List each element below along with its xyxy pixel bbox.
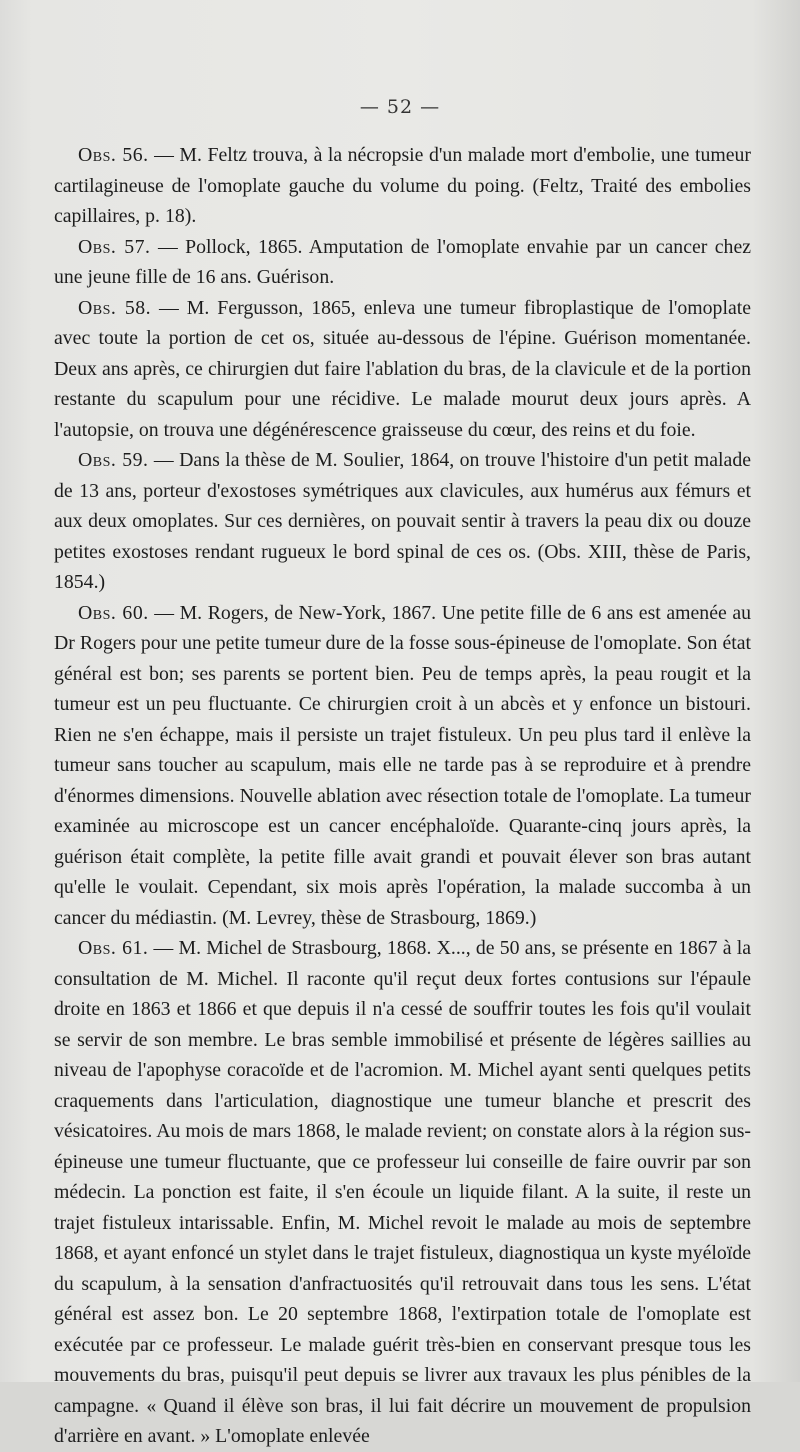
observation-57 <box>54 232 751 293</box>
observation-60 <box>54 598 751 934</box>
observation-label: Obs. 58. <box>78 296 152 319</box>
observation-59 <box>54 445 751 598</box>
observation-label: Obs. 60. <box>78 601 149 624</box>
observation-label: Obs. 57. <box>78 235 151 258</box>
observation-text: — Dans la thèse de M. Soulier, 1864, on trouve l'histoire d'un petit malade de 13 ans, porteur d'exostoses symétriques aux clavicules, aux humérus aux fémurs et aux deux omoplates. Sur ces dernières, on pouvait sentir à travers la peau dix ou douze petites exostoses rendant rugueux le bord spinal de ces os. (Obs. XIII, thèse de Paris, 1854.) <box>54 449 751 593</box>
observation-label: Obs. 61. <box>78 937 149 959</box>
observation-text: — M. Rogers, de New-York, 1867. Une petite fille de 6 ans est amenée au Dr Rogers pour une petite tumeur dure de la fosse sous-épineuse de l'omoplate. Son état général est bon; ses parents se portent bien. Peu de temps après, la peau rougit et la tumeur est un peu fluctuante. Ce chirurgien croit à un abcès et y enfonce un bistouri. Rien ne s'en échappe, mais il persiste un trajet fistuleux. Un peu plus tard il enlève la tumeur sans toucher au scapulum, mais elle ne tarde pas à se reproduire et à prendre d'énormes dimensions. Nouvelle ablation avec résection totale de l'omoplate. La tumeur examinée au microscope est un cancer encéphaloïde. Quarante-cinq jours après, la guérison était complète, la petite fille avait grandi et pouvait élever son bras autant qu'elle le voulait. Cependant, six mois après l'opération, la malade succomba à un cancer du médiastin. (M. Levrey, thèse de Strasbourg, 1869.) <box>54 601 751 929</box>
body-text <box>54 140 751 1452</box>
observation-label: Obs. 56. <box>78 144 149 166</box>
page-number: — 52 — <box>359 96 441 118</box>
observation-58 <box>54 293 751 446</box>
observation-text: — M. Michel de Strasbourg, 1868. X..., de 50 ans, se présente en 1867 à la consultation de M. Michel. Il raconte qu'il reçut deux fortes contusions sur l'épaule droite en 1863 et 1866 et que depuis il n'a cessé de souffrir toutes les fois qu'il voulait se servir de son membre. Le bras semble immobilisé et présente de légères saillies au niveau de l'apophyse coracoïde et de l'acromion. M. Michel ayant senti quelques petits craquements dans l'articulation, diagnostique une tumeur blanche et prescrit des vésicatoires. Au mois de mars 1868, le malade revient; on constate alors à la région sus-épineuse une tumeur fluctuante, que ce professeur lui conseille de faire ouvrir par son médecin. La ponction est faite, il s'en écoule un liquide filant. A la suite, il reste un trajet fistuleux intarissable. Enfin, M. Michel revoit le malade au mois de septembre 1868, et ayant enfoncé un stylet dans le trajet fistuleux, diagnostiqua un kyste myéloïde du scapulum, à la sensation d'anfractuosités qu'il retrouvait dans tous les sens. L'état général est assez bon. Le 20 septembre 1868, l'extirpation totale de l'omoplate est exécutée par ce professeur. Le malade guérit très-bien en conservant presque tous les mouvements du bras, puisqu'il peut depuis se livrer aux travaux les plus pénibles de la campagne. « Quand il élève son bras, il lui fait décrire un mouvement de propulsion d'arrière en avant. » L'omoplate enlevée <box>54 937 751 1447</box>
observation-61 <box>54 933 751 1452</box>
observation-label: Obs. 59. <box>78 449 149 471</box>
observation-text: — M. Fergusson, 1865, enleva une tumeur fibroplastique de l'omoplate avec toute la portion de cet os, située au-dessous de l'épine. Guérison momentanée. Deux ans après, ce chirurgien dut faire l'ablation du bras, de la clavicule et de la portion restante du scapulum pour une récidive. Le malade mourut deux jours après. A l'autopsie, on trouva une dégénérescence graisseuse du cœur, des reins et du foie. <box>54 296 751 441</box>
observation-56 <box>54 140 751 232</box>
observation-text: — Pollock, 1865. Amputation de l'omoplate envahie par un cancer chez une jeune fille de 16 ans. Guérison. <box>54 235 752 288</box>
observation-text: — M. Feltz trouva, à la nécropsie d'un malade mort d'embolie, une tumeur cartilagineuse de l'omoplate gauche du volume du poing. (Feltz, Traité des embolies capillaires, p. 18). <box>54 144 752 227</box>
